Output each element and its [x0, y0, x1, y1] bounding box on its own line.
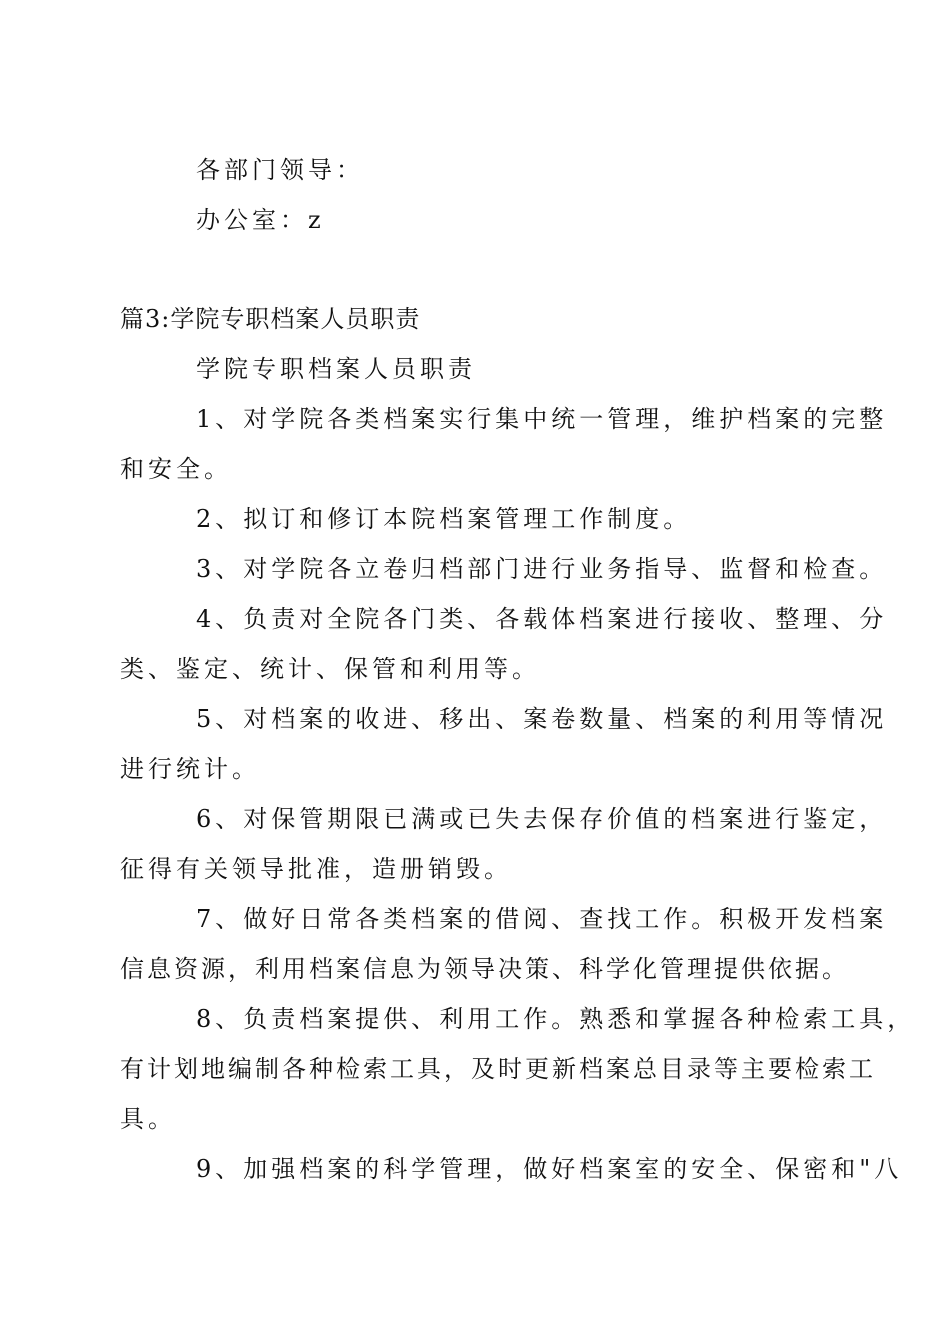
item-7-line-2: 信息资源，利用档案信息为领导决策、科学化管理提供依据。: [120, 955, 849, 983]
item-3-line-1: 3、对学院各立卷归档部门进行业务指导、监督和检查。: [196, 555, 888, 583]
item-8-line-2: 有计划地编制各种检索工具，及时更新档案总目录等主要检索工: [120, 1055, 876, 1083]
item-6-line-1: 6、对保管期限已满或已失去保存价值的档案进行鉴定，: [196, 805, 888, 833]
item-8-line-3: 具。: [120, 1105, 176, 1133]
item-7-line-1: 7、做好日常各类档案的借阅、查找工作。积极开发档案: [196, 905, 888, 933]
item-6-line-2: 征得有关领导批准，造册销毁。: [120, 855, 512, 883]
office-line: 办公室：z: [196, 206, 325, 234]
item-1-line-1: 1、对学院各类档案实行集中统一管理，维护档案的完整: [196, 405, 888, 433]
item-4-line-2: 类、鉴定、统计、保管和利用等。: [120, 655, 540, 683]
leaders-line: 各部门领导：: [196, 156, 364, 184]
item-8-line-1: 8、负责档案提供、利用工作。熟悉和掌握各种检索工具，: [196, 1005, 916, 1033]
item-9-line-1: 9、加强档案的科学管理，做好档案室的安全、保密和"八: [196, 1155, 903, 1183]
item-5-line-2: 进行统计。: [120, 755, 260, 783]
item-4-line-1: 4、负责对全院各门类、各载体档案进行接收、整理、分: [196, 605, 888, 633]
item-5-line-1: 5、对档案的收进、移出、案卷数量、档案的利用等情况: [196, 705, 888, 733]
section-title: 学院专职档案人员职责: [196, 355, 476, 383]
item-2-line-1: 2、拟订和修订本院档案管理工作制度。: [196, 505, 692, 533]
item-1-line-2: 和安全。: [120, 455, 232, 483]
section-heading: 篇3:学院专职档案人员职责: [120, 305, 421, 333]
